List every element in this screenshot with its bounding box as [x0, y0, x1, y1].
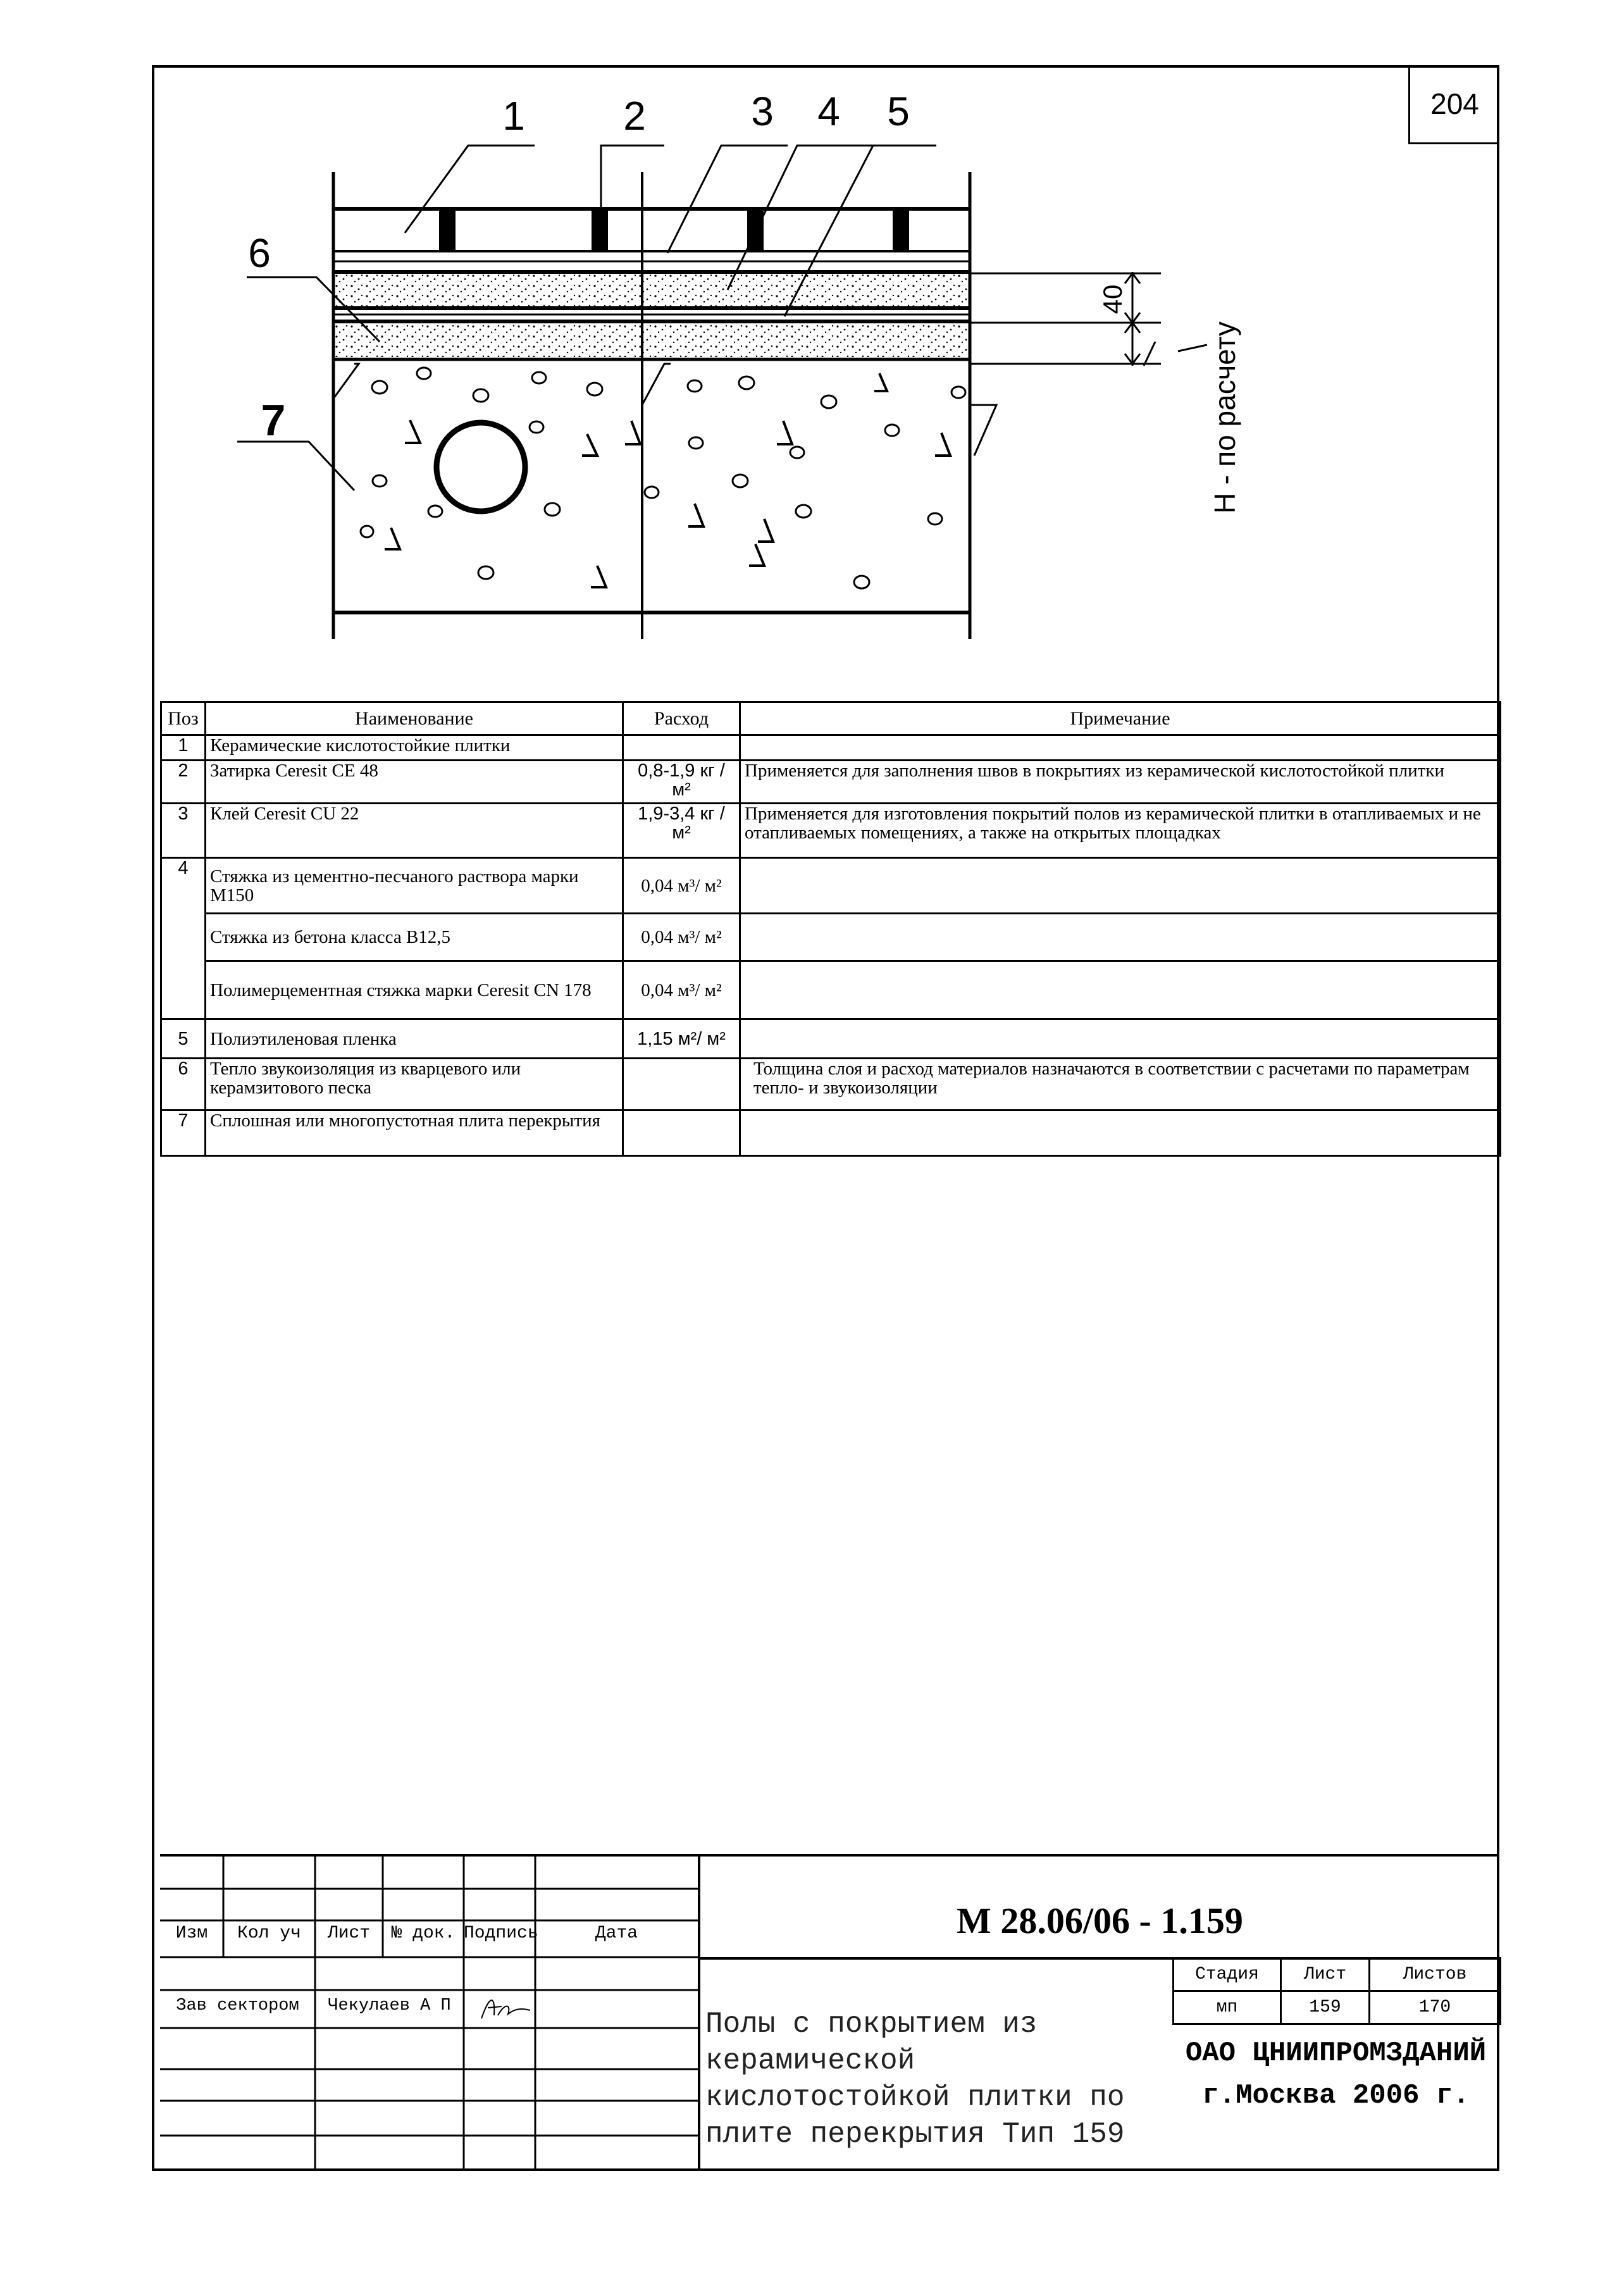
callout-4: 4: [817, 89, 840, 134]
organization-name: ОАО ЦНИИПРОМЗДАНИЙ: [1185, 2037, 1487, 2069]
drawing-title: Полы с покрытием из керамической кислотостойкой плитки по плите перекрытия Тип 159: [705, 2008, 1125, 2151]
row-name: Стяжка из бетона класса В12,5: [206, 914, 623, 961]
col-doc: № док.: [391, 1924, 456, 1943]
height-note: Н - по расчету: [1208, 321, 1242, 514]
table-row: [161, 1059, 1501, 1110]
row-consumption: [623, 1059, 740, 1110]
row-note: [740, 858, 1501, 914]
row-consumption: [623, 1110, 740, 1156]
row-name: Керамические кислотостойкие плитки: [206, 735, 623, 761]
table-row: [161, 961, 1501, 1019]
row-name: Стяжка из цементно-песчаного раствора марки М150: [206, 858, 623, 914]
person-name: Чекулаев А П: [328, 1996, 451, 2015]
specification-table: [160, 701, 1501, 1157]
row-note: Применяется для заполнения швов в покрытиях из керамической кислотостойкой плитки: [740, 761, 1501, 804]
city-year: г.Москва 2006 г.: [1202, 2080, 1470, 2112]
callout-7: 7: [261, 395, 286, 445]
sheets-value: 170: [1370, 1991, 1501, 2024]
table-row: [161, 1110, 1501, 1156]
row-consumption: 0,04 м³/ м²: [623, 858, 740, 914]
table-row: [161, 858, 1501, 914]
table-row: [161, 804, 1501, 858]
stage-value: мп: [1174, 1991, 1281, 2024]
table-row: [161, 914, 1501, 961]
sheets-label: Листов: [1370, 1958, 1501, 1991]
row-name: Тепло звукоизоляция из кварцевого или керамзитового песка: [206, 1059, 623, 1110]
row-note: [740, 735, 1501, 761]
signature-image: [476, 1990, 533, 2025]
row-pos: 5: [161, 1019, 206, 1059]
row-pos: 6: [161, 1059, 206, 1110]
sheet-value: 159: [1281, 1991, 1370, 2024]
row-consumption: 0,04 м³/ м²: [623, 914, 740, 961]
row-name: Затирка Ceresit CE 48: [206, 761, 623, 804]
col-izm: Изм: [175, 1924, 208, 1943]
row-pos: 2: [161, 761, 206, 804]
row-pos: 3: [161, 804, 206, 858]
row-name: Полимерцементная стяжка марки Ceresit CN 178: [206, 961, 623, 1019]
role-label: Зав сектором: [176, 1996, 299, 2015]
callout-6: 6: [248, 230, 271, 276]
dimension-40: 40: [1098, 284, 1128, 314]
header-consumption: Расход: [623, 702, 740, 735]
row-pos: 4: [161, 858, 206, 1019]
concrete-gravel: [385, 373, 950, 587]
sheet-label: Лист: [1281, 1958, 1370, 1991]
callout-1: 1: [502, 93, 525, 139]
callout-3: 3: [751, 89, 774, 134]
header-name: Наименование: [206, 702, 623, 735]
col-date: Дата: [595, 1924, 638, 1943]
row-note: [740, 961, 1501, 1019]
header-note: Примечание: [740, 702, 1501, 735]
document-code: М 28.06/06 - 1.159: [957, 1900, 1243, 1941]
col-signature: Подпись: [464, 1924, 538, 1943]
callout-2: 2: [623, 93, 646, 139]
row-note: [740, 1019, 1501, 1059]
title-block: [160, 1854, 1499, 2170]
concrete-aggregate: [361, 368, 965, 588]
row-pos: 7: [161, 1110, 206, 1156]
stage-table: [1172, 1957, 1501, 2025]
col-kol-uch: Кол уч: [237, 1924, 301, 1943]
row-consumption: 0,8-1,9 кг / м²: [623, 761, 740, 804]
row-note: Толщина слоя и расход материалов назначаются в соответствии с расчетами по параметрам тепло- и звукоизоляции: [740, 1059, 1501, 1110]
row-name: Полиэтиленовая пленка: [206, 1019, 623, 1059]
table-row: [161, 735, 1501, 761]
callout-5: 5: [887, 89, 910, 134]
floor-section-drawing: [0, 0, 1624, 696]
row-note: [740, 1110, 1501, 1156]
sheet-number: 204: [1408, 65, 1499, 144]
row-note: Применяется для изготовления покрытий полов из керамической плитки в отапливаемых и не отапливаемых помещениях, а также на открытых площадках: [740, 804, 1501, 858]
row-consumption: [623, 735, 740, 761]
col-list: Лист: [327, 1924, 371, 1943]
row-consumption: 0,04 м³/ м²: [623, 961, 740, 1019]
row-name: Сплошная или многопустотная плита перекрытия: [206, 1110, 623, 1156]
table-row: [161, 761, 1501, 804]
row-pos: 1: [161, 735, 206, 761]
header-pos: Поз: [161, 702, 206, 735]
stage-label: Стадия: [1174, 1958, 1281, 1991]
row-name: Клей Ceresit CU 22: [206, 804, 623, 858]
table-row: [161, 1019, 1501, 1059]
row-note: [740, 914, 1501, 961]
row-consumption: 1,9-3,4 кг / м²: [623, 804, 740, 858]
row-consumption: 1,15 м²/ м²: [623, 1019, 740, 1059]
tile-joints: [439, 211, 909, 251]
